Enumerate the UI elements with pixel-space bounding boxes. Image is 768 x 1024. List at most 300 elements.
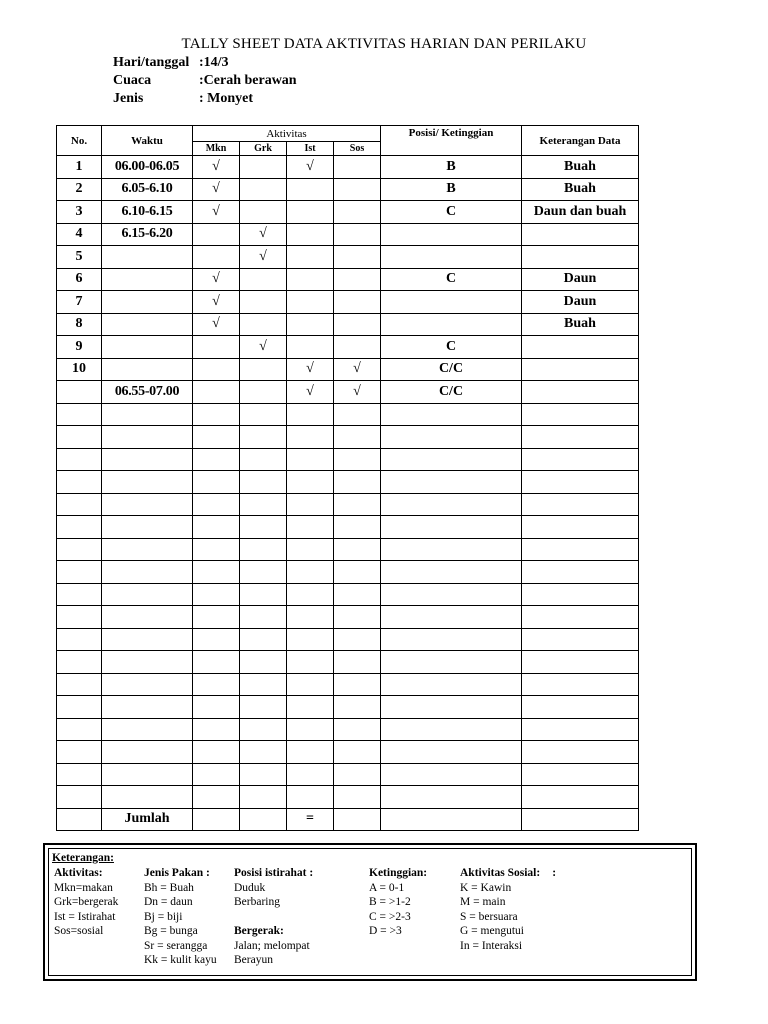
cell-no: 3	[57, 201, 102, 224]
cell-empty	[287, 741, 334, 764]
table-row	[57, 223, 639, 246]
cell-empty	[287, 471, 334, 494]
table-row	[57, 246, 639, 269]
cell-empty	[240, 786, 287, 809]
meta-value: : Monyet	[199, 91, 254, 106]
cell-sos	[334, 313, 381, 336]
cell-empty	[381, 696, 522, 719]
cell-posisi: B	[381, 156, 522, 179]
cell-ist: √	[287, 156, 334, 179]
legend-item: S = bersuara	[460, 910, 518, 923]
legend-sosial	[460, 866, 556, 953]
cell-empty	[102, 741, 193, 764]
cell-empty	[334, 606, 381, 629]
legend-item: Sos=sosial	[54, 925, 104, 937]
cell-grk	[240, 291, 287, 314]
cell-empty	[102, 786, 193, 809]
cell-empty	[57, 808, 102, 830]
cell-no	[57, 381, 102, 404]
cell-sos	[334, 201, 381, 224]
table-row-empty	[57, 516, 639, 539]
cell-waktu: 06.55-07.00	[102, 381, 193, 404]
cell-empty	[193, 786, 240, 809]
cell-empty	[102, 403, 193, 426]
cell-grk	[240, 381, 287, 404]
cell-empty	[57, 493, 102, 516]
cell-empty	[193, 808, 240, 830]
cell-empty	[240, 718, 287, 741]
cell-empty	[381, 786, 522, 809]
table-row-jumlah	[57, 808, 639, 830]
cell-empty	[287, 628, 334, 651]
cell-empty	[102, 426, 193, 449]
cell-empty	[287, 426, 334, 449]
cell-no: 9	[57, 336, 102, 359]
cell-mkn	[193, 223, 240, 246]
meta-row-date	[113, 54, 297, 72]
cell-waktu: 6.10-6.15	[102, 201, 193, 224]
legend-item: G = mengutui	[460, 925, 524, 937]
cell-ket: Buah	[522, 178, 639, 201]
cell-mkn: √	[193, 156, 240, 179]
legend-item: Bj = biji	[144, 910, 183, 923]
cell-empty	[102, 763, 193, 786]
cell-empty	[57, 628, 102, 651]
cell-empty	[381, 448, 522, 471]
cell-waktu	[102, 291, 193, 314]
cell-empty	[57, 403, 102, 426]
cell-empty	[240, 448, 287, 471]
cell-posisi	[381, 291, 522, 314]
cell-empty	[240, 493, 287, 516]
cell-empty	[287, 538, 334, 561]
cell-empty	[522, 448, 639, 471]
cell-empty	[193, 606, 240, 629]
cell-empty	[193, 448, 240, 471]
cell-empty	[522, 561, 639, 584]
cell-empty	[381, 516, 522, 539]
cell-posisi	[381, 246, 522, 269]
cell-empty	[57, 606, 102, 629]
cell-ket	[522, 246, 639, 269]
cell-empty	[381, 718, 522, 741]
cell-empty	[193, 696, 240, 719]
legend-item: Kk = kulit kayu	[144, 954, 217, 966]
cell-empty	[57, 651, 102, 674]
cell-empty	[334, 471, 381, 494]
table-row	[57, 358, 639, 381]
table-row	[57, 291, 639, 314]
cell-empty	[287, 786, 334, 809]
cell-empty	[334, 426, 381, 449]
cell-empty	[57, 696, 102, 719]
cell-empty	[334, 583, 381, 606]
cell-empty	[102, 718, 193, 741]
legend-posisi	[234, 866, 313, 968]
cell-grk	[240, 178, 287, 201]
cell-grk: √	[240, 223, 287, 246]
cell-grk	[240, 313, 287, 336]
table-row-empty	[57, 628, 639, 651]
cell-empty	[381, 538, 522, 561]
cell-empty	[334, 741, 381, 764]
cell-waktu	[102, 268, 193, 291]
legend-item: Dn = daun	[144, 896, 193, 908]
legend-item: Berbaring	[234, 896, 280, 908]
cell-empty	[193, 583, 240, 606]
header-keterangan: Keterangan Data	[522, 126, 639, 156]
legend-heading-text: Aktivitas Sosial:	[460, 867, 541, 879]
cell-ket	[522, 336, 639, 359]
table-row-empty	[57, 673, 639, 696]
cell-empty	[193, 516, 240, 539]
table-body	[57, 156, 639, 831]
cell-empty	[102, 651, 193, 674]
cell-empty	[522, 763, 639, 786]
legend-ketinggian	[369, 866, 427, 939]
cell-sos	[334, 336, 381, 359]
cell-ket: Daun	[522, 291, 639, 314]
cell-ist	[287, 178, 334, 201]
cell-empty	[193, 426, 240, 449]
legend-heading: Ketinggian:	[369, 867, 428, 879]
meta-info	[113, 54, 297, 108]
legend-item: C = >2-3	[369, 910, 411, 923]
cell-empty	[102, 448, 193, 471]
cell-empty	[102, 583, 193, 606]
cell-empty	[287, 673, 334, 696]
table-row-empty	[57, 583, 639, 606]
cell-empty	[381, 583, 522, 606]
cell-empty	[287, 448, 334, 471]
cell-empty	[381, 426, 522, 449]
cell-ist: √	[287, 358, 334, 381]
cell-empty	[57, 673, 102, 696]
table-row	[57, 381, 639, 404]
legend-item: K = Kawin	[460, 881, 512, 894]
cell-empty	[381, 673, 522, 696]
cell-grk: √	[240, 336, 287, 359]
cell-empty	[240, 538, 287, 561]
cell-empty	[287, 493, 334, 516]
meta-value: :14/3	[199, 55, 229, 70]
cell-empty	[193, 493, 240, 516]
table-row-empty	[57, 426, 639, 449]
header-ist: Ist	[287, 142, 334, 156]
cell-empty	[193, 741, 240, 764]
cell-empty	[522, 696, 639, 719]
legend-item: Grk=bergerak	[54, 896, 119, 908]
cell-sos	[334, 291, 381, 314]
cell-sos: √	[334, 358, 381, 381]
cell-empty	[334, 561, 381, 584]
cell-empty	[334, 628, 381, 651]
meta-row-species	[113, 90, 297, 108]
cell-empty	[102, 538, 193, 561]
cell-empty	[57, 471, 102, 494]
cell-waktu	[102, 313, 193, 336]
cell-ist	[287, 336, 334, 359]
cell-no: 6	[57, 268, 102, 291]
legend-aktivitas	[54, 866, 118, 939]
header-mkn: Mkn	[193, 142, 240, 156]
cell-empty	[287, 651, 334, 674]
legend-item: Bg = bunga	[144, 925, 198, 937]
cell-empty	[287, 561, 334, 584]
meta-label: Cuaca	[113, 73, 152, 88]
legend-item: Berayun	[234, 954, 273, 966]
cell-mkn: √	[193, 291, 240, 314]
cell-empty	[240, 763, 287, 786]
table-row	[57, 201, 639, 224]
legend-item: A = 0-1	[369, 881, 405, 894]
cell-posisi: C	[381, 268, 522, 291]
table-row	[57, 156, 639, 179]
cell-jumlah-label: Jumlah	[102, 808, 193, 830]
cell-mkn	[193, 381, 240, 404]
cell-ket: Buah	[522, 156, 639, 179]
cell-empty	[57, 718, 102, 741]
cell-empty	[193, 403, 240, 426]
cell-empty	[522, 403, 639, 426]
cell-empty	[57, 516, 102, 539]
cell-waktu	[102, 358, 193, 381]
cell-mkn	[193, 246, 240, 269]
cell-empty	[57, 538, 102, 561]
cell-empty	[193, 718, 240, 741]
cell-mkn	[193, 358, 240, 381]
cell-posisi: C/C	[381, 358, 522, 381]
table-row-empty	[57, 403, 639, 426]
cell-no: 2	[57, 178, 102, 201]
cell-no: 7	[57, 291, 102, 314]
cell-empty	[57, 786, 102, 809]
cell-empty	[193, 538, 240, 561]
cell-empty	[240, 403, 287, 426]
cell-empty	[287, 763, 334, 786]
cell-empty	[240, 426, 287, 449]
legend-item: Bh = Buah	[144, 881, 194, 894]
table-row-empty	[57, 718, 639, 741]
cell-empty	[334, 673, 381, 696]
legend-heading: Posisi istirahat :	[234, 867, 314, 879]
cell-waktu	[102, 336, 193, 359]
legend-heading-suffix: :	[552, 867, 557, 879]
legend-box	[43, 843, 697, 981]
cell-waktu: 06.00-06.05	[102, 156, 193, 179]
cell-waktu	[102, 246, 193, 269]
legend-heading: Jenis Pakan :	[144, 867, 210, 879]
cell-grk	[240, 268, 287, 291]
cell-no: 1	[57, 156, 102, 179]
cell-mkn: √	[193, 178, 240, 201]
cell-empty	[522, 718, 639, 741]
legend-item: Ist = Istirahat	[54, 910, 116, 923]
cell-empty	[57, 448, 102, 471]
cell-empty	[381, 493, 522, 516]
cell-sos	[334, 178, 381, 201]
cell-empty	[102, 516, 193, 539]
cell-empty	[522, 426, 639, 449]
cell-empty	[193, 763, 240, 786]
header-grk: Grk	[240, 142, 287, 156]
cell-empty	[522, 673, 639, 696]
cell-grk	[240, 201, 287, 224]
cell-posisi: C	[381, 201, 522, 224]
cell-grk	[240, 358, 287, 381]
meta-value: :Cerah berawan	[199, 73, 297, 88]
cell-empty	[240, 516, 287, 539]
cell-empty	[522, 493, 639, 516]
table-row-empty	[57, 763, 639, 786]
cell-empty	[334, 516, 381, 539]
header-posisi: Posisi/ Ketinggian	[381, 126, 522, 156]
cell-empty	[57, 583, 102, 606]
cell-ket	[522, 381, 639, 404]
legend-jenis-pakan	[144, 866, 217, 968]
table-row-empty	[57, 538, 639, 561]
cell-ket: Daun dan buah	[522, 201, 639, 224]
cell-empty	[334, 718, 381, 741]
cell-empty	[287, 718, 334, 741]
cell-empty	[102, 493, 193, 516]
table-row-empty	[57, 741, 639, 764]
meta-label: Jenis	[113, 91, 144, 106]
meta-label: Hari/tanggal	[113, 55, 190, 70]
table-row-empty	[57, 471, 639, 494]
cell-empty	[522, 651, 639, 674]
header-sos: Sos	[334, 142, 381, 156]
cell-no: 10	[57, 358, 102, 381]
cell-empty	[193, 628, 240, 651]
header-waktu: Waktu	[102, 126, 193, 156]
legend-title: Keterangan:	[52, 852, 114, 864]
cell-empty	[240, 583, 287, 606]
cell-ist: √	[287, 381, 334, 404]
legend-spacer	[234, 910, 313, 925]
cell-empty	[522, 741, 639, 764]
cell-empty	[57, 561, 102, 584]
cell-mkn: √	[193, 313, 240, 336]
cell-empty	[240, 696, 287, 719]
cell-posisi: C/C	[381, 381, 522, 404]
cell-empty	[522, 628, 639, 651]
cell-no: 4	[57, 223, 102, 246]
legend-item: Mkn=makan	[54, 881, 113, 894]
cell-waktu: 6.15-6.20	[102, 223, 193, 246]
header-no: No.	[57, 126, 102, 156]
cell-grk	[240, 156, 287, 179]
cell-empty	[287, 696, 334, 719]
cell-empty	[193, 673, 240, 696]
cell-empty	[522, 471, 639, 494]
cell-empty	[240, 628, 287, 651]
cell-empty	[334, 493, 381, 516]
cell-empty	[240, 651, 287, 674]
legend-item: Sr = serangga	[144, 939, 208, 952]
cell-empty	[334, 538, 381, 561]
cell-ket	[522, 358, 639, 381]
table-row	[57, 313, 639, 336]
legend-heading: Aktivitas:	[54, 867, 103, 879]
cell-sos	[334, 268, 381, 291]
cell-grk: √	[240, 246, 287, 269]
cell-empty	[334, 763, 381, 786]
cell-empty	[522, 538, 639, 561]
legend-item: M = main	[460, 896, 506, 908]
cell-empty	[102, 471, 193, 494]
cell-empty	[381, 763, 522, 786]
cell-posisi	[381, 313, 522, 336]
cell-ist	[287, 201, 334, 224]
cell-ket: Buah	[522, 313, 639, 336]
sheet-title: TALLY SHEET DATA AKTIVITAS HARIAN DAN PERILAKU	[181, 36, 587, 52]
table-row-empty	[57, 606, 639, 629]
meta-row-weather	[113, 72, 297, 90]
cell-empty	[57, 763, 102, 786]
table-row-empty	[57, 651, 639, 674]
legend-item: B = >1-2	[369, 896, 411, 908]
cell-empty	[102, 673, 193, 696]
cell-ist	[287, 268, 334, 291]
cell-ist	[287, 223, 334, 246]
cell-empty	[287, 606, 334, 629]
cell-empty	[381, 651, 522, 674]
table-row	[57, 178, 639, 201]
cell-empty	[287, 403, 334, 426]
tally-table	[56, 125, 639, 831]
cell-ket	[522, 223, 639, 246]
cell-sos	[334, 156, 381, 179]
cell-empty	[334, 696, 381, 719]
cell-empty	[102, 606, 193, 629]
cell-empty	[287, 583, 334, 606]
cell-mkn	[193, 336, 240, 359]
cell-empty	[240, 561, 287, 584]
cell-empty	[240, 606, 287, 629]
cell-empty	[522, 516, 639, 539]
cell-ket: Daun	[522, 268, 639, 291]
cell-empty	[522, 606, 639, 629]
legend-item: In = Interaksi	[460, 939, 523, 952]
legend-subheading: Bergerak:	[234, 925, 284, 937]
cell-empty	[240, 673, 287, 696]
cell-empty	[57, 426, 102, 449]
header-aktivitas: Aktivitas	[193, 126, 381, 142]
cell-ist	[287, 291, 334, 314]
cell-jumlah-ist: =	[287, 808, 334, 830]
cell-empty	[193, 471, 240, 494]
cell-sos: √	[334, 381, 381, 404]
table-row-empty	[57, 696, 639, 719]
cell-empty	[287, 516, 334, 539]
table-row-empty	[57, 493, 639, 516]
cell-empty	[102, 628, 193, 651]
cell-no: 8	[57, 313, 102, 336]
cell-empty	[381, 606, 522, 629]
cell-empty	[522, 583, 639, 606]
table-row	[57, 268, 639, 291]
cell-empty	[381, 628, 522, 651]
legend-item: D = >3	[369, 925, 402, 937]
cell-empty	[334, 403, 381, 426]
cell-empty	[193, 651, 240, 674]
table-row-empty	[57, 448, 639, 471]
cell-empty	[57, 741, 102, 764]
cell-empty	[381, 808, 522, 830]
cell-no: 5	[57, 246, 102, 269]
table-row-empty	[57, 786, 639, 809]
